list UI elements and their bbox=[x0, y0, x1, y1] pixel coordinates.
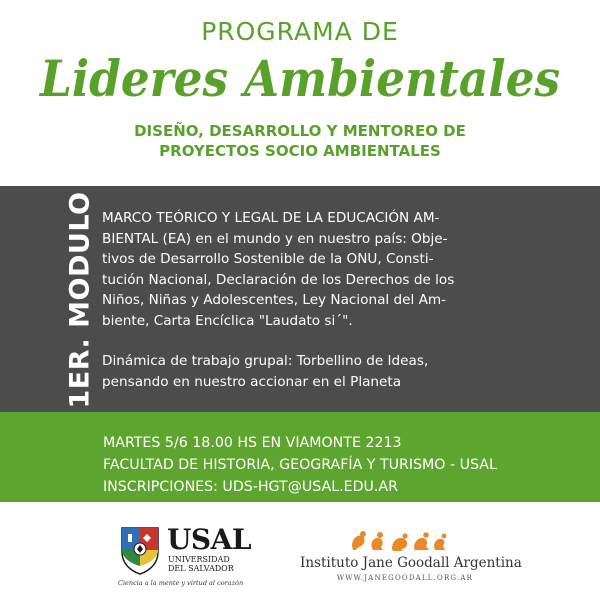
event-registration-line[interactable]: INSCRIPCIONES: UDS-HGT@USAL.EDU.AR bbox=[103, 479, 399, 495]
program-title bbox=[0, 44, 600, 116]
module-paragraph-2 bbox=[102, 351, 544, 392]
usal-full-name bbox=[168, 555, 234, 573]
footer bbox=[0, 502, 600, 600]
program-subtitle bbox=[0, 121, 600, 161]
usal-logo-name: USAL bbox=[167, 523, 252, 556]
event-details bbox=[103, 432, 497, 498]
jga-url[interactable]: WWW.JANEGOODALL.ORG.AR bbox=[336, 574, 474, 582]
program-kicker: PROGRAMA DE bbox=[201, 17, 399, 46]
module-line: Dinámica de trabajo grupal: Torbellino de Ideas, bbox=[102, 353, 429, 369]
jga-logo-name: Instituto Jane Goodall Argentina bbox=[300, 555, 522, 571]
module-label-box bbox=[50, 191, 110, 409]
usal-full-line: UNIVERSIDAD bbox=[168, 555, 230, 564]
module-section bbox=[0, 186, 600, 412]
event-venue-line: FACULTAD DE HISTORIA, GEOGRAFÍA Y TURISMO - USAL bbox=[103, 457, 497, 473]
usal-crest-icon bbox=[118, 524, 162, 576]
program-title-text: Lideres Ambientales bbox=[38, 49, 560, 108]
module-paragraph-1 bbox=[102, 208, 544, 331]
event-date-line: MARTES 5/6 18.00 HS EN VIAMONTE 2213 bbox=[103, 435, 402, 451]
header bbox=[0, 0, 600, 186]
module-line: biente, Carta Encíclica "Laudato si´". bbox=[102, 312, 353, 329]
module-description bbox=[102, 208, 544, 392]
jga-animals-icon bbox=[348, 528, 448, 552]
module-line: Niños, Niñas y Adolescentes, Ley Nacional del Am- bbox=[102, 292, 447, 308]
module-line: BIENTAL (EA) en el mundo y en nuestro país: Obje- bbox=[102, 230, 448, 247]
usal-motto: Ciencia a la mente y virtud al corazón bbox=[118, 579, 244, 587]
module-line: pensando en nuestro accionar en el Planeta bbox=[102, 373, 402, 390]
module-label: 1ER. MODULO bbox=[64, 191, 96, 409]
module-line: tución Nacional, Declaración de los Derechos de los bbox=[102, 271, 455, 288]
module-line: tivos de Desarrollo Sostenible de la ONU, Consti- bbox=[102, 251, 434, 267]
usal-full-line: DEL SALVADOR bbox=[168, 564, 234, 573]
subtitle-line: DISEÑO, DESARROLLO Y MENTOREO DE bbox=[134, 122, 466, 140]
event-section bbox=[0, 412, 600, 502]
module-line: MARCO TEÓRICO Y LEGAL DE LA EDUCACIÓN AM- bbox=[102, 210, 440, 226]
subtitle-line: PROYECTOS SOCIO AMBIENTALES bbox=[159, 142, 441, 160]
